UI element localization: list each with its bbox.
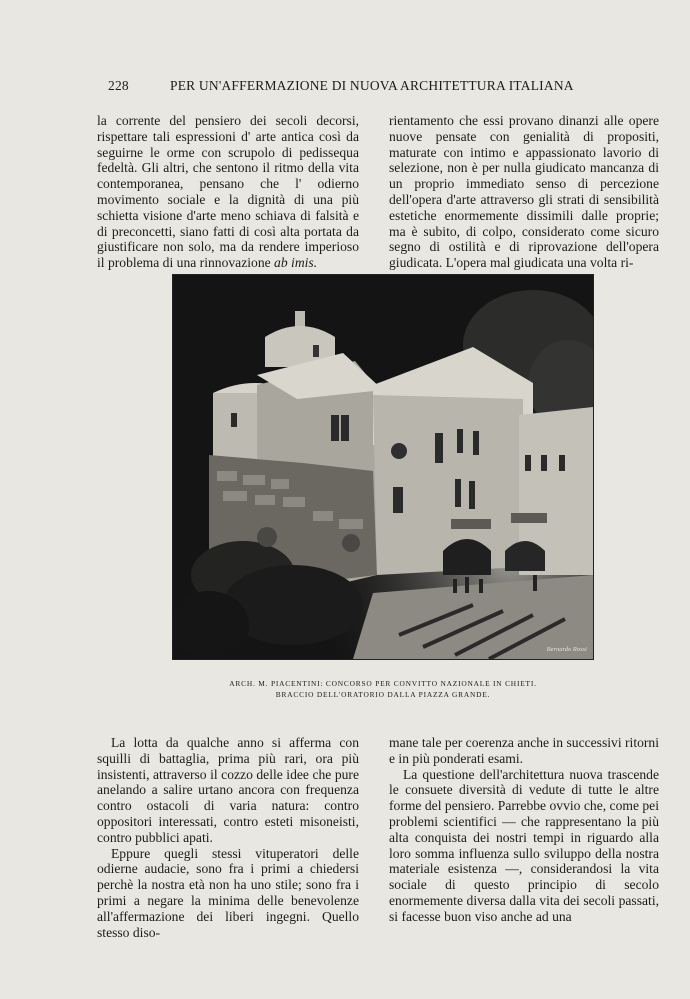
text-column-top-right xyxy=(389,113,659,271)
paragraph: La lotta da qualche anno si afferma con squilli di battaglia, prima più rari, ora più insistenti, attraverso il cozzo delle idee che pure anelando a salire urtano ancora con frequenza contro ostacoli di varia natura: contro oppositori interessati, contro esteti misoneisti, contro pubblici apati. xyxy=(97,735,359,845)
paragraph: La questione dell'architettura nuova trascende le consuete diversità di vedute di tutte le altre forme del pensiero. Parrebbe ovvio che, come pei problemi scientifici — che rappresentano la più alta conquista dei nostri tempi in riguardo alla loro somma influenza sullo sviluppo della nostra materiale esistenza —, considerandosi la vita sociale di questo principio di secolo enormemente diversa dalla vita dei secoli passati, si facesse buon viso anche ad una xyxy=(389,766,659,924)
paragraph-text: la corrente del pensiero dei secoli decorsi, rispettare tali espressioni d' arte antica così da seguirne le orme con scrupolo di pedissequa fedeltà. Gli altri, che sentono il ritmo della vita contemporanea, pensano che l' odierno movimento sociale e la dignità di una più schietta visione d'arte meno schiava di falsità e di preconcetti, siano fatti di così alta portata da giustificare non solo, ma da rendere imperioso il problema di una rinnovazione xyxy=(97,113,359,271)
running-title: PER UN'AFFERMAZIONE DI NUOVA ARCHITETTURA ITALIANA xyxy=(170,78,574,93)
paragraph: Eppure quegli stessi vituperatori delle odierne audacie, sono fra i primi a chiedersi perchè la nostra età non ha uno stile; sono fra i primi a negare la minima delle benevolenze all'affermazione dei liberi ingegni. Quello stesso diso- xyxy=(97,845,359,940)
text-column-bottom-left xyxy=(97,735,359,940)
text-column-bottom-right xyxy=(389,735,659,925)
paragraph xyxy=(97,113,359,271)
figure-caption-line-2: BRACCIO DELL'ORATORIO DALLA PIAZZA GRANDE. xyxy=(275,690,491,699)
artist-signature: Bernardo Rossi xyxy=(546,646,587,653)
figure-caption-line-1: ARCH. M. PIACENTINI: CONCORSO PER CONVITTO NAZIONALE IN CHIETI. xyxy=(229,679,537,688)
italic-phrase: ab imis. xyxy=(274,255,318,271)
page-number: 228 xyxy=(108,78,129,93)
building-illustration xyxy=(172,274,594,660)
paragraph: mane tale per coerenza anche in successivi ritorni e in più ponderati esami. xyxy=(389,735,659,766)
text-column-top-left xyxy=(97,113,359,271)
oratory-drawing xyxy=(173,275,593,659)
paragraph: rientamento che essi provano dinanzi alle opere nuove pensate con genialità di propositi, maturate con intimo e appassionato lavorio di selezione, non è per nulla giudicato mancanza di un proprio immediato senso di percezione dell'opera d'arte attraverso gli strati di sensibilità estetiche enormemente dissimili dalle proprie; ma è subito, di colpo, considerato come sicuro segno di ostilità e di riprovazione dell'opera giudicata. L'opera mal giudicata una volta ri- xyxy=(389,113,659,271)
